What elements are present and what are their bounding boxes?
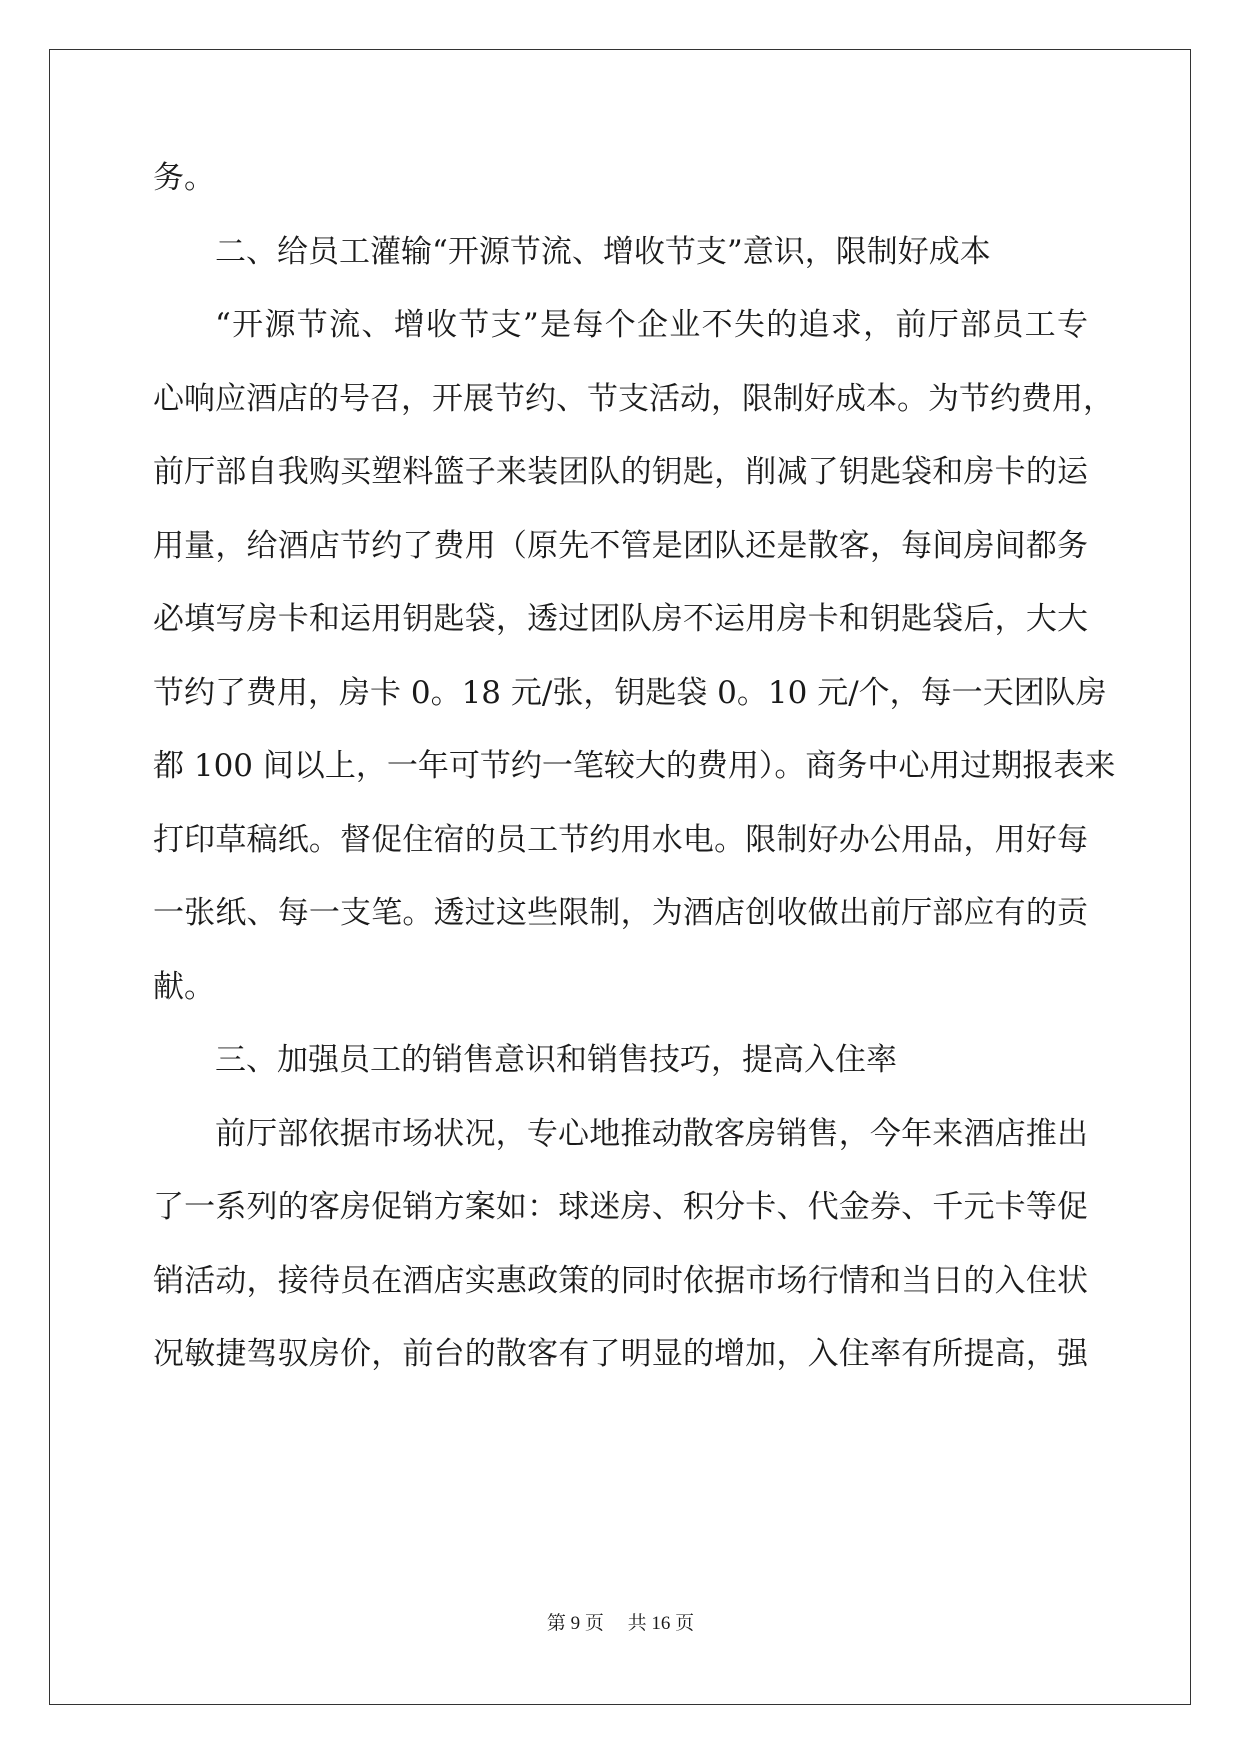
text-line: 必填写房卡和运用钥匙袋，透过团队房不运用房卡和钥匙袋后，大大 bbox=[153, 601, 1088, 637]
text-line: 节约了费用，房卡 0。18 元/张，钥匙袋 0。10 元/个，每一天团队房 bbox=[153, 674, 1107, 711]
text-line: 前厅部自我购买塑料篮子来装团队的钥匙，削减了钥匙袋和房卡的运 bbox=[153, 454, 1088, 490]
text-line: 献。 bbox=[153, 968, 215, 1005]
text-line: 了一系列的客房促销方案如：球迷房、积分卡、代金券、千元卡等促 bbox=[153, 1189, 1088, 1225]
text-line: “开源节流、增收节支”是每个企业不失的追求，前厅部员工专 bbox=[215, 307, 1088, 343]
section-heading-3: 三、加强员工的销售意识和销售技巧，提高入住率 bbox=[215, 1042, 897, 1078]
text-line: 况敏捷驾驭房价，前台的散客有了明显的增加，入住率有所提高，强 bbox=[153, 1336, 1088, 1372]
text-line: 用量，给酒店节约了费用（原先不管是团队还是散客，每间房间都务 bbox=[153, 527, 1088, 564]
page-number-footer: 第 9 页 共 16 页 bbox=[546, 1613, 695, 1634]
text-line: 销活动，接待员在酒店实惠政策的同时依据市场行情和当日的入住状 bbox=[153, 1262, 1088, 1299]
text-line: 都 100 间以上，一年可节约一笔较大的费用）。商务中心用过期报表来 bbox=[153, 748, 1116, 784]
text-line: 打印草稿纸。督促住宿的员工节约用水电。限制好办公用品，用好每 bbox=[153, 821, 1088, 858]
page-border bbox=[49, 49, 1191, 1705]
section-heading-2: 二、给员工灌输“开源节流、增收节支”意识，限制好成本 bbox=[215, 233, 991, 270]
text-line: 前厅部依据市场状况，专心地推动散客房销售，今年来酒店推出 bbox=[215, 1115, 1088, 1152]
text-line: 一张纸、每一支笔。透过这些限制，为酒店创收做出前厅部应有的贡 bbox=[153, 895, 1088, 931]
text-line: 心响应酒店的号召，开展节约、节支活动，限制好成本。为节约费用， bbox=[153, 380, 1114, 417]
text-line: 务。 bbox=[153, 160, 215, 196]
